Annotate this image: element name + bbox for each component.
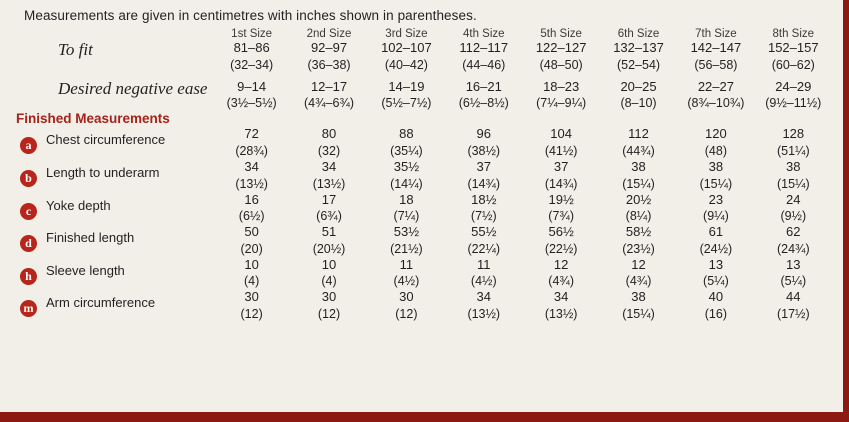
- value-inch: (13½): [467, 307, 501, 321]
- ease-cell-4: [445, 79, 522, 112]
- value-cm: 16: [244, 191, 259, 207]
- value-cm: 120: [705, 126, 727, 142]
- value-inch: (40–42): [384, 57, 428, 72]
- value-inch: (35¼): [390, 143, 423, 158]
- chest-cell-4: [445, 126, 522, 159]
- value-cm: 50: [244, 224, 259, 240]
- value-cm: 40: [708, 289, 724, 305]
- table-row-to-fit: [16, 40, 832, 73]
- value-cm: 16–21: [465, 78, 502, 94]
- value-cm: 18: [399, 191, 414, 207]
- yoke-cell-3: [368, 192, 445, 225]
- value-cm: 22–27: [697, 78, 734, 94]
- size-header-7: 7th Size: [695, 28, 737, 40]
- value-cm: 38: [786, 158, 801, 174]
- value-inch: (60–62): [771, 57, 815, 72]
- value-inch: (4¾–6¾): [304, 96, 355, 111]
- yoke-cell-1: [213, 192, 290, 225]
- sleeve-cell-1: [213, 257, 290, 290]
- value-inch: (5¼): [703, 274, 729, 289]
- measurements-table: [16, 28, 832, 322]
- value-inch: (7¼): [393, 209, 420, 224]
- value-cm: 56½: [548, 224, 574, 240]
- value-inch: (16): [704, 307, 727, 321]
- to-fit-cell-5: [522, 40, 599, 73]
- value-inch: (24½): [699, 241, 733, 256]
- value-inch: (48–50): [539, 57, 583, 72]
- value-cm: 58½: [625, 224, 652, 240]
- sleeve-cell-3: [368, 257, 445, 290]
- underarm-cell-2: [290, 159, 367, 192]
- table-header: [16, 28, 832, 40]
- value-cm: 30: [244, 289, 259, 305]
- value-inch: (15¼): [622, 307, 655, 321]
- value-inch: (12): [240, 307, 263, 321]
- value-inch: (6¾): [316, 209, 342, 224]
- row-label-yoke-depth: [16, 192, 213, 225]
- value-cm: 24–29: [775, 78, 812, 94]
- table-row: [16, 192, 832, 225]
- value-inch: (13½): [235, 176, 268, 191]
- underarm-cell-5: [522, 159, 599, 192]
- value-inch: (4): [244, 274, 260, 289]
- yoke-cell-8: [755, 192, 832, 225]
- arm-cell-4: [445, 289, 522, 322]
- underarm-cell-7: [677, 159, 754, 192]
- value-inch: (38½): [467, 143, 501, 158]
- yoke-cell-4: [445, 192, 522, 225]
- value-cm: 9–14: [237, 78, 267, 94]
- value-cm: 128: [782, 126, 805, 142]
- finished-length-cell-8: [755, 224, 832, 257]
- value-cm: 132–137: [613, 40, 664, 55]
- finished-length-cell-6: [600, 224, 677, 257]
- value-cm: 11: [477, 256, 491, 272]
- table-row: [16, 257, 832, 290]
- sleeve-cell-6: [600, 257, 677, 290]
- value-inch: (4½): [393, 274, 420, 289]
- size-header-4: 4th Size: [462, 28, 505, 40]
- underarm-cell-4: [445, 159, 522, 192]
- chest-cell-2: [290, 126, 367, 159]
- to-fit-cell-2: [290, 40, 367, 73]
- value-cm: 102–107: [381, 40, 432, 55]
- row-label-text: Sleeve length: [46, 262, 125, 278]
- value-cm: 12–17: [310, 78, 348, 94]
- value-cm: 24: [786, 191, 801, 207]
- value-cm: 34: [476, 289, 491, 305]
- sleeve-cell-7: [677, 257, 754, 290]
- row-label-sleeve-length: [16, 257, 213, 290]
- value-cm: 142–147: [690, 40, 742, 55]
- row-bullet-icon: c: [20, 203, 37, 220]
- value-inch: (13½): [312, 176, 346, 191]
- value-inch: (7¾): [548, 209, 574, 224]
- value-inch: (4½): [470, 274, 497, 289]
- value-cm: 61: [708, 224, 724, 240]
- value-cm: 11: [399, 256, 414, 272]
- value-inch: (56–58): [694, 57, 738, 72]
- value-inch: (12): [317, 307, 341, 321]
- table-row-negative-ease: [16, 79, 832, 112]
- value-cm: 12: [631, 256, 646, 272]
- value-inch: (32–34): [230, 57, 274, 72]
- value-inch: (14¼): [390, 176, 423, 191]
- value-inch: (5½–7½): [381, 96, 432, 111]
- value-cm: 55½: [471, 224, 497, 240]
- value-inch: (44¾): [622, 143, 655, 158]
- value-inch: (7½): [470, 209, 497, 224]
- row-label-negative-ease: Desired negative ease: [58, 78, 208, 98]
- row-bullet-icon: m: [20, 300, 37, 317]
- arm-cell-5: [522, 289, 599, 322]
- row-label-text: Arm circumference: [46, 295, 156, 311]
- value-cm: 20–25: [620, 78, 657, 94]
- value-inch: (23½): [622, 241, 655, 256]
- row-label-chest-circumference: [16, 126, 213, 159]
- arm-cell-2: [290, 289, 367, 322]
- ease-cell-1: [213, 79, 290, 112]
- to-fit-cell-3: [368, 40, 445, 73]
- value-cm: 88: [399, 126, 414, 142]
- value-inch: (52–54): [616, 57, 661, 72]
- value-inch: (4¾): [625, 274, 652, 289]
- value-inch: (6½–8½): [458, 96, 509, 111]
- value-inch: (36–38): [307, 57, 351, 72]
- table-row: [16, 289, 832, 322]
- value-inch: (5¼): [780, 274, 807, 289]
- ease-cell-7: [677, 79, 754, 112]
- chest-cell-1: [213, 126, 290, 159]
- value-cm: 51: [321, 224, 337, 240]
- value-cm: 30: [321, 289, 337, 305]
- row-label-text: Yoke depth: [46, 197, 111, 213]
- row-label-to-fit: To fit: [58, 40, 93, 59]
- to-fit-cell-4: [445, 40, 522, 73]
- chest-cell-8: [755, 126, 832, 159]
- value-cm: 20½: [625, 191, 652, 207]
- chest-cell-6: [600, 126, 677, 159]
- to-fit-cell-1: [213, 40, 290, 73]
- value-cm: 30: [399, 289, 414, 305]
- value-inch: (8¼): [625, 209, 652, 224]
- value-cm: 81–86: [233, 40, 270, 55]
- to-fit-cell-8: [755, 40, 832, 73]
- value-cm: 80: [321, 126, 337, 142]
- ease-cell-5: [522, 79, 599, 112]
- value-inch: (22¼): [467, 241, 501, 256]
- table-row: [16, 224, 832, 257]
- value-cm: 92–97: [310, 40, 348, 55]
- row-bullet-icon: h: [20, 268, 37, 285]
- value-cm: 34: [321, 158, 337, 174]
- value-cm: 12: [553, 256, 569, 272]
- value-inch: (20): [240, 241, 263, 256]
- finished-length-cell-1: [213, 224, 290, 257]
- row-label-text: Length to underarm: [46, 164, 160, 180]
- row-bullet-icon: b: [20, 170, 37, 187]
- yoke-cell-6: [600, 192, 677, 225]
- value-cm: 38: [631, 158, 646, 174]
- value-inch: (21½): [390, 241, 423, 256]
- value-inch: (13½): [544, 307, 578, 321]
- value-cm: 44: [786, 289, 801, 305]
- value-inch: (20½): [312, 241, 346, 256]
- table-body: [16, 40, 832, 322]
- value-cm: 34: [244, 158, 259, 174]
- finished-measurements-heading: Finished Measurements: [16, 111, 170, 127]
- size-header-5: 5th Size: [540, 28, 582, 40]
- value-inch: (8–10): [620, 96, 657, 111]
- value-cm: 17: [321, 191, 337, 207]
- value-inch: (28¾): [235, 143, 268, 158]
- value-cm: 72: [244, 126, 259, 142]
- sleeve-cell-4: [445, 257, 522, 290]
- row-label-arm-circumference: [16, 289, 213, 322]
- arm-cell-7: [677, 289, 754, 322]
- row-label-text: Chest circumference: [46, 132, 166, 148]
- value-cm: 10: [244, 256, 259, 272]
- value-inch: (48): [704, 143, 727, 158]
- value-inch: (8¾–10¾): [687, 96, 745, 111]
- finished-measurements-heading-row: [16, 111, 832, 126]
- value-inch: (22½): [544, 241, 578, 256]
- value-inch: (17½): [776, 307, 810, 321]
- value-cm: 104: [550, 126, 572, 142]
- size-header-1: 1st Size: [231, 28, 273, 40]
- value-inch: (15¼): [622, 176, 655, 191]
- to-fit-cell-7: [677, 40, 754, 73]
- value-cm: 14–19: [388, 78, 425, 94]
- finished-length-cell-7: [677, 224, 754, 257]
- value-inch: (14¾): [467, 176, 501, 191]
- value-inch: (15¼): [776, 176, 810, 191]
- value-inch: (51¼): [776, 143, 810, 158]
- chest-cell-3: [368, 126, 445, 159]
- value-cm: 37: [476, 158, 491, 174]
- value-inch: (6½): [238, 209, 265, 224]
- value-cm: 23: [708, 191, 724, 207]
- chest-cell-7: [677, 126, 754, 159]
- value-inch: (7¼–9¼): [536, 96, 587, 111]
- value-inch: (15¼): [699, 176, 733, 191]
- value-cm: 112–117: [459, 40, 509, 55]
- underarm-cell-6: [600, 159, 677, 192]
- ease-cell-8: [755, 79, 832, 112]
- sleeve-cell-8: [755, 257, 832, 290]
- size-header-8: 8th Size: [772, 28, 815, 40]
- value-inch: (14¾): [544, 176, 578, 191]
- size-header-2: 2nd Size: [306, 28, 352, 40]
- finished-length-cell-5: [522, 224, 599, 257]
- value-cm: 53½: [393, 224, 420, 240]
- arm-cell-3: [368, 289, 445, 322]
- underarm-cell-1: [213, 159, 290, 192]
- ease-cell-2: [290, 79, 367, 112]
- sleeve-cell-2: [290, 257, 367, 290]
- row-label-length-to-underarm: [16, 159, 213, 192]
- arm-cell-8: [755, 289, 832, 322]
- value-inch: (32): [317, 143, 341, 158]
- value-cm: 10: [321, 256, 337, 272]
- underarm-cell-3: [368, 159, 445, 192]
- value-cm: 35½: [393, 158, 420, 174]
- row-bullet-icon: a: [20, 137, 37, 154]
- value-cm: 38: [631, 289, 646, 305]
- arm-cell-6: [600, 289, 677, 322]
- to-fit-cell-6: [600, 40, 677, 73]
- value-inch: (9¼): [703, 209, 729, 224]
- value-cm: 38: [708, 158, 724, 174]
- value-cm: 18–23: [543, 78, 580, 94]
- size-header-6: 6th Size: [617, 28, 660, 40]
- sleeve-cell-5: [522, 257, 599, 290]
- table-row: [16, 126, 832, 159]
- underarm-cell-8: [755, 159, 832, 192]
- table-row: [16, 159, 832, 192]
- value-inch: (44–46): [462, 57, 506, 72]
- row-label-finished-length: [16, 224, 213, 257]
- value-cm: 18½: [471, 191, 497, 207]
- header-blank-cell: [16, 28, 213, 40]
- yoke-cell-5: [522, 192, 599, 225]
- value-inch: (41½): [544, 143, 578, 158]
- value-cm: 62: [786, 224, 801, 240]
- value-inch: (3½–5½): [226, 96, 277, 111]
- value-inch: (4¾): [548, 274, 574, 289]
- finished-length-cell-4: [445, 224, 522, 257]
- value-cm: 19½: [548, 191, 574, 207]
- value-cm: 13: [708, 256, 724, 272]
- finished-length-cell-2: [290, 224, 367, 257]
- chest-cell-5: [522, 126, 599, 159]
- value-inch: (9½): [780, 209, 807, 224]
- ease-cell-3: [368, 79, 445, 112]
- value-cm: 37: [553, 158, 569, 174]
- row-bullet-icon: d: [20, 235, 37, 252]
- value-inch: (24¾): [776, 241, 810, 256]
- value-cm: 34: [553, 289, 569, 305]
- arm-cell-1: [213, 289, 290, 322]
- value-cm: 96: [476, 126, 491, 142]
- value-inch: (4): [321, 274, 337, 289]
- value-inch: (12): [395, 307, 418, 321]
- intro-text: Measurements are given in centimetres with inches shown in parentheses.: [24, 8, 477, 23]
- ease-cell-6: [600, 79, 677, 112]
- finished-length-cell-3: [368, 224, 445, 257]
- yoke-cell-2: [290, 192, 367, 225]
- value-cm: 152–157: [767, 40, 819, 55]
- yoke-cell-7: [677, 192, 754, 225]
- row-label-text: Finished length: [46, 230, 135, 246]
- size-header-row: [16, 28, 832, 40]
- size-header-3: 3rd Size: [385, 28, 428, 40]
- value-cm: 122–127: [535, 40, 587, 55]
- value-cm: 13: [786, 256, 801, 272]
- value-inch: (9½–11½): [765, 96, 822, 111]
- value-cm: 112: [628, 126, 649, 142]
